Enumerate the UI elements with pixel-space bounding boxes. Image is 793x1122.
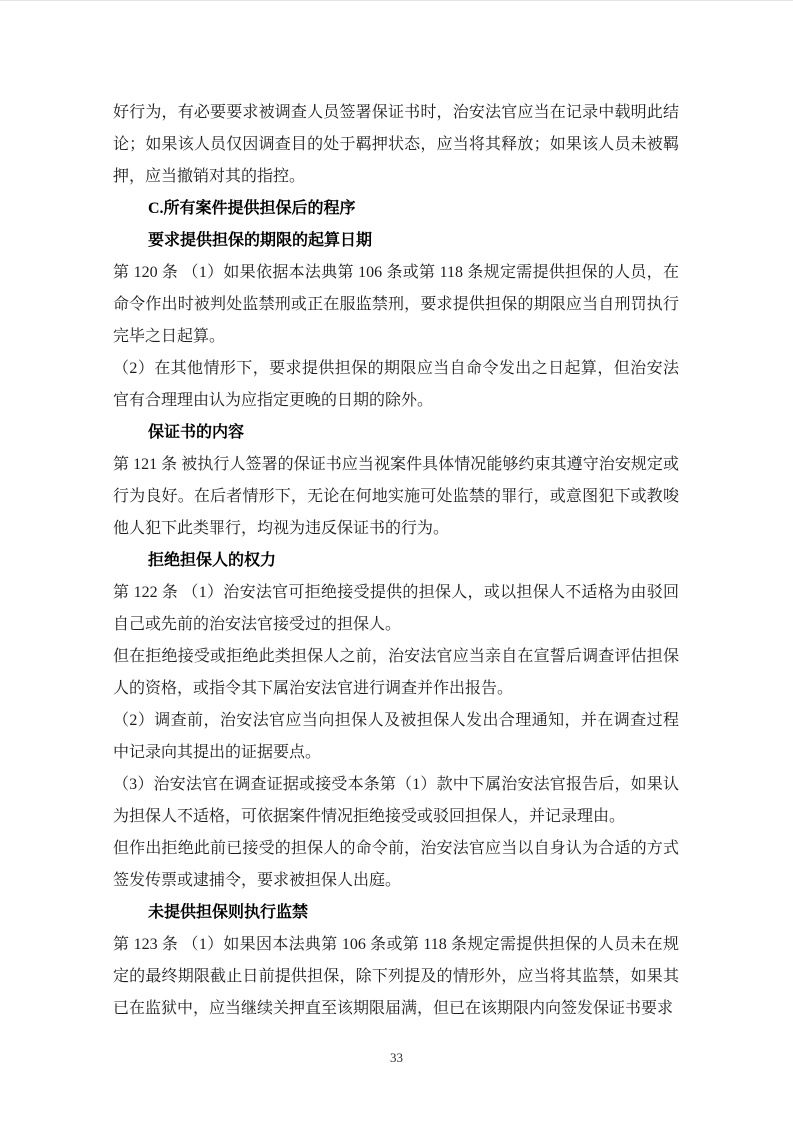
heading-power-to-reject-sureties: 拒绝担保人的权力 bbox=[148, 552, 277, 569]
page-number: 33 bbox=[390, 1050, 403, 1065]
article-122-proviso-2: 但作出拒绝此前已接受的担保人的命令前，治安法官应当以自身认为合适的方式签发传票或逮捕令，要求被担保人出庭。 bbox=[113, 840, 679, 889]
heading-bond-contents: 保证书的内容 bbox=[148, 424, 245, 441]
article-122-proviso-1: 但在拒绝接受或拒绝此类担保人之前，治安法官应当亲自在宣誓后调查评估担保人的资格，或指令其下属治安法官进行调查并作出报告。 bbox=[113, 648, 679, 697]
document-body bbox=[113, 97, 679, 1025]
heading-imprisonment-in-default: 未提供担保则执行监禁 bbox=[148, 904, 309, 921]
heading-commencement-date: 要求提供担保的期限的起算日期 bbox=[148, 232, 373, 249]
article-122-clause-2: （2）调查前，治安法官应当向担保人及被担保人发出合理通知，并在调查过程中记录向其提出的证据要点。 bbox=[113, 712, 679, 761]
article-121: 第 121 条 被执行人签署的保证书应当视案件具体情况能够约束其遵守治安规定或行为良好。在后者情形下，无论在何地实施可处监禁的罪行，或意图犯下或教唆他人犯下此类罪行，均视为违反保证书的行为。 bbox=[113, 456, 679, 537]
article-120-clause-2: （2）在其他情形下，要求提供担保的期限应当自命令发出之日起算，但治安法官有合理理由认为应指定更晚的日期的除外。 bbox=[113, 360, 679, 409]
article-122-clause-1: 第 122 条 （1）治安法官可拒绝接受提供的担保人，或以担保人不适格为由驳回自己或先前的治安法官接受过的担保人。 bbox=[113, 584, 679, 633]
article-122-clause-3: （3）治安法官在调查证据或接受本条第（1）款中下属治安法官报告后，如果认为担保人不适格，可依据案件情况拒绝接受或驳回担保人，并记录理由。 bbox=[113, 776, 679, 825]
article-120-clause-1: 第 120 条 （1）如果依据本法典第 106 条或第 118 条规定需提供担保的人员，在命令作出时被判处监禁刑或正在服监禁刑，要求提供担保的期限应当自刑罚执行完毕之日起算。 bbox=[113, 264, 679, 345]
heading-post-bond-procedure: C.所有案件提供担保后的程序 bbox=[148, 200, 356, 217]
paragraph-continuation: 好行为，有必要要求被调查人员签署保证书时，治安法官应当在记录中载明此结论；如果该人员仅因调查目的处于羁押状态，应当将其释放；如果该人员未被羁押，应当撤销对其的指控。 bbox=[113, 104, 679, 185]
article-123-clause-1: 第 123 条 （1）如果因本法典第 106 条或第 118 条规定需提供担保的人员未在规定的最终期限截止日前提供担保，除下列提及的情形外，应当将其监禁，如果其已在监狱中，应当继续关押直至该期限届满，但已在该期限内向签发保证书要求 bbox=[113, 936, 679, 1017]
